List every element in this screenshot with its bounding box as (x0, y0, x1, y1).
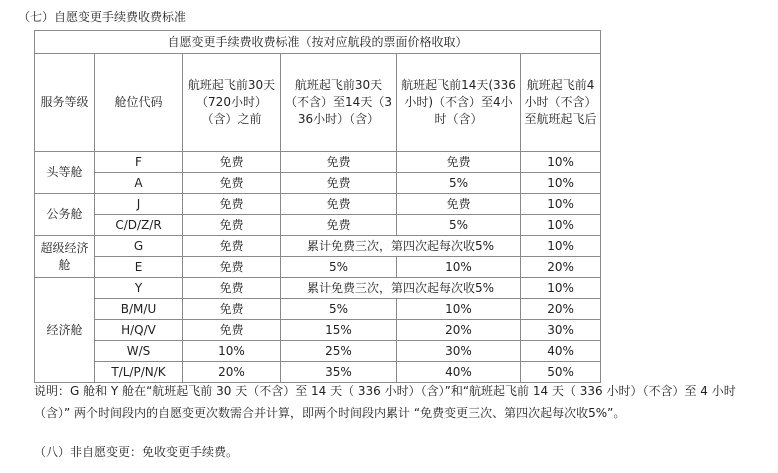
table-row (35, 299, 601, 320)
fee-cell: 25% (281, 341, 397, 362)
table-row (35, 194, 601, 215)
cabin-code: A (95, 173, 183, 194)
cabin-code: W/S (95, 341, 183, 362)
fee-cell: 免费 (183, 215, 281, 236)
fee-cell: 免费 (183, 152, 281, 173)
fee-cell: 40% (521, 341, 601, 362)
cabin-code: F (95, 152, 183, 173)
table-row (35, 236, 601, 257)
fee-cell: 免费 (183, 194, 281, 215)
cabin-code: B/M/U (95, 299, 183, 320)
merged-fee-note: 累计免费三次，第四次起每次收5% (281, 236, 521, 257)
fee-cell: 免费 (183, 236, 281, 257)
fee-cell: 免费 (281, 194, 397, 215)
merged-fee-note: 累计免费三次，第四次起每次收5% (281, 278, 521, 299)
fee-cell: 20% (183, 362, 281, 383)
fee-cell: 10% (521, 215, 601, 236)
cabin-code: Y (95, 278, 183, 299)
header-cabin-code: 舱位代码 (95, 54, 183, 152)
cabin-code: G (95, 236, 183, 257)
group-premium-economy: 超级经济舱 (35, 236, 95, 278)
fee-cell: 30% (521, 320, 601, 341)
fee-cell: 免费 (397, 194, 521, 215)
fee-cell: 10% (521, 278, 601, 299)
fee-cell: 5% (397, 173, 521, 194)
table-row (35, 215, 601, 236)
fee-cell: 20% (521, 299, 601, 320)
fee-cell: 10% (521, 194, 601, 215)
header-service-class: 服务等级 (35, 54, 95, 152)
cabin-code: H/Q/V (95, 320, 183, 341)
fee-cell: 20% (397, 320, 521, 341)
fee-cell: 免费 (281, 152, 397, 173)
fee-cell: 免费 (281, 173, 397, 194)
fee-cell: 10% (397, 257, 521, 278)
fee-cell: 5% (281, 257, 397, 278)
table-row (35, 278, 601, 299)
section7-heading: （七）自愿变更手续费收费标准 (18, 10, 187, 24)
explanation-note: 说明：G 舱和 Y 舱在“航班起飞前 30 天（不含）至 14 天（ 336 小时）（含）”和“航班起飞前 14 天（ 336 小时）（不含）至 4 小时（含）” 两个时间段内的自愿变更次数需合并计算，即两个时间段内累计 “免费变更三次、第四次起每次收5%”。 (34, 384, 736, 420)
fee-cell: 5% (397, 215, 521, 236)
fee-cell: 20% (521, 257, 601, 278)
header-4-hours-to-after: 航班起飞前4小时（不含）至航班起飞后 (521, 54, 601, 152)
group-economy: 经济舱 (35, 278, 95, 383)
group-first-class: 头等舱 (35, 152, 95, 194)
cabin-code: E (95, 257, 183, 278)
table-row (35, 257, 601, 278)
cabin-code: T/L/P/N/K (95, 362, 183, 383)
table-row (35, 320, 601, 341)
table-row (35, 341, 601, 362)
table-row (35, 152, 601, 173)
fee-cell: 10% (397, 299, 521, 320)
fee-cell: 免费 (183, 173, 281, 194)
fee-cell: 免费 (183, 320, 281, 341)
fee-cell: 免费 (397, 152, 521, 173)
section8-heading: （八）非自愿变更：免收变更手续费。 (34, 445, 239, 459)
table-title: 自愿变更手续费收费标准（按对应航段的票面价格收取） (35, 31, 601, 54)
table-row (35, 173, 601, 194)
fee-cell: 35% (281, 362, 397, 383)
fee-cell: 免费 (183, 299, 281, 320)
header-14-days-to-4-hours: 航班起飞前14天(336小时)（不含）至4小时（含） (397, 54, 521, 152)
fee-cell: 免费 (183, 257, 281, 278)
fee-cell: 10% (521, 236, 601, 257)
fee-cell: 10% (521, 152, 601, 173)
change-fee-table (34, 30, 601, 383)
fee-cell: 40% (397, 362, 521, 383)
fee-cell: 10% (521, 173, 601, 194)
fee-cell: 5% (281, 299, 397, 320)
fee-cell: 15% (281, 320, 397, 341)
group-business-class: 公务舱 (35, 194, 95, 236)
fee-cell: 50% (521, 362, 601, 383)
cabin-code: J (95, 194, 183, 215)
fee-cell: 30% (397, 341, 521, 362)
header-30-to-14-days: 航班起飞前30天（不含）至14天（336小时）（含） (281, 54, 397, 152)
cabin-code: C/D/Z/R (95, 215, 183, 236)
header-30-days-before: 航班起飞前30天（720小时）（含）之前 (183, 54, 281, 152)
fee-cell: 免费 (281, 215, 397, 236)
fee-cell: 免费 (183, 278, 281, 299)
fee-cell: 10% (183, 341, 281, 362)
